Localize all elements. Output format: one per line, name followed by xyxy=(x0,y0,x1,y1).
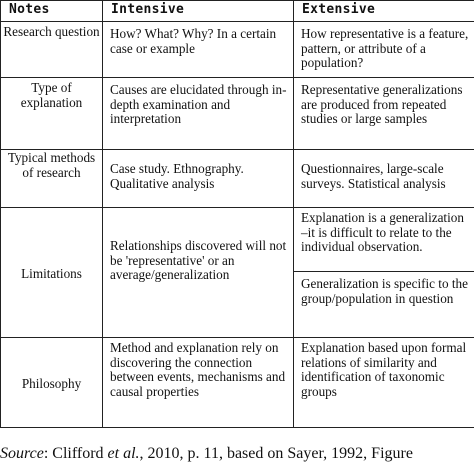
extensive-cell: How representative is a feature, pattern, or attribute of a population? xyxy=(294,22,474,78)
header-extensive: Extensive xyxy=(294,1,474,22)
intensive-cell: Method and explanation rely on discovering the connection between events, mechanisms and causal properties xyxy=(103,338,294,428)
table-row xyxy=(1,208,474,338)
table-row xyxy=(1,78,474,150)
intensive-cell: Causes are elucidated through in-depth examination and interpretation xyxy=(103,78,294,150)
extensive-cell: Questionnaires, large-scale surveys. Statistical analysis xyxy=(294,150,474,208)
extensive-cell: Explanation based upon formal relations of similarity and identification of taxonomic groups xyxy=(294,338,474,428)
header-notes: Notes xyxy=(1,1,103,22)
row-label: Philosophy xyxy=(1,338,103,428)
source-caption: Source: Clifford et al., 2010, p. 11, based on Sayer, 1992, Figure xyxy=(0,445,413,462)
row-label: Limitations xyxy=(1,208,103,338)
intensive-cell: How? What? Why? In a certain case or example xyxy=(103,22,294,78)
table-row xyxy=(1,22,474,78)
table-row xyxy=(1,150,474,208)
row-label: Research question xyxy=(1,22,103,78)
header-row xyxy=(1,1,474,22)
row-label: Type of explanation xyxy=(1,78,103,150)
header-intensive: Intensive xyxy=(103,1,294,22)
row-label: Typical methods of research xyxy=(1,150,103,208)
extensive-cell-b: Generalization is specific to the group/population in question xyxy=(294,271,474,306)
intensive-cell: Case study. Ethnography. Qualitative analysis xyxy=(103,150,294,208)
extensive-cell xyxy=(294,208,474,338)
table-row xyxy=(1,338,474,428)
extensive-cell: Representative generalizations are produced from repeated studies or large samples xyxy=(294,78,474,150)
intensive-cell: Relationships discovered will not be 'representative' or an average/generalization xyxy=(103,208,294,338)
extensive-cell-a: Explanation is a generalization –it is difficult to relate to the individual observation. xyxy=(301,210,464,255)
